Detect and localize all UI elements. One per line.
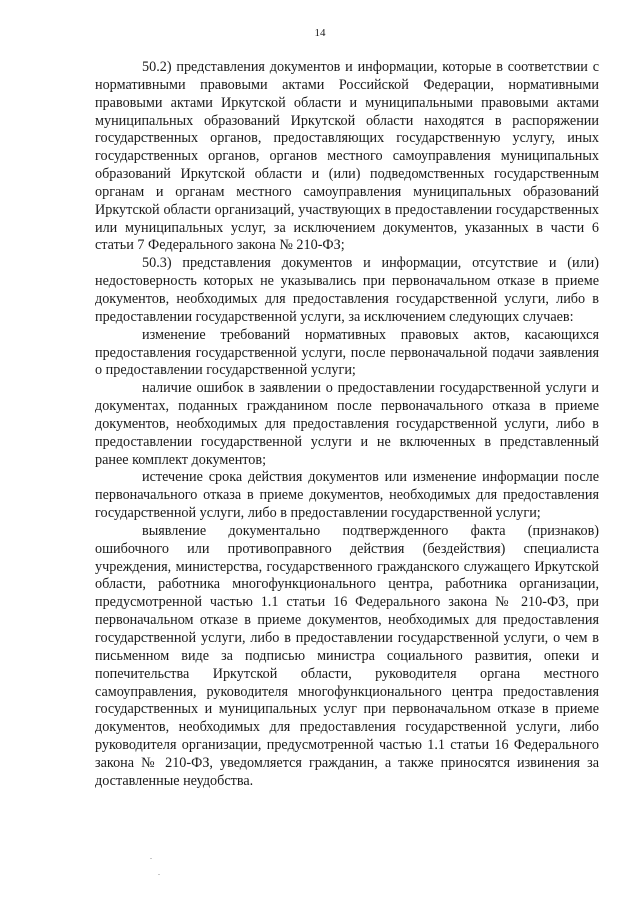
page-number: 14: [314, 27, 326, 39]
document-body: [95, 59, 599, 791]
scan-speck: [150, 858, 152, 859]
scan-speck: [158, 874, 160, 875]
exception-case-document-expiry: истечение срока действия документов или изменение информации после первоначального отказа в приеме документов, необходимых для предоставления государственной услуги, либо в предоставлении государственной услуги;: [95, 469, 599, 522]
exception-case-application-errors: наличие ошибок в заявлении о предоставлении государственной услуги и документах, поданных гражданином после первоначального отказа в приеме документов, необходимых для предоставления государственной услуги, либо в предоставлении государственной услуги и не включенных в представленный ранее комплект документов;: [95, 380, 599, 468]
paragraph-50-2: 50.2) представления документов и информации, которые в соответствии с нормативными правовыми актами Российской Федерации, нормативными правовыми актами Иркутской области и муниципальными правовыми актами муниципальных образований Иркутской области находятся в распоряжении государственных органов, предоставляющих государственную услугу, иных государственных органов, органов местного самоуправления муниципальных образований Иркутской области и (или) подведомственных государственным органам и органам местного самоуправления муниципальных образований Иркутской области организаций, участвующих в предоставлении государственных или муниципальных услуг, за исключением документов, указанных в части 6 статьи 7 Федерального закона № 210-ФЗ;: [95, 59, 599, 254]
exception-case-regulation-change: изменение требований нормативных правовых актов, касающихся предоставления государственной услуги, после первоначальной подачи заявления о предоставлении государственной услуги;: [95, 326, 599, 379]
paragraph-50-3: 50.3) представления документов и информации, отсутствие и (или) недостоверность которых не указывались при первоначальном отказе в приеме документов, необходимых для предоставления государственной услуги, либо в предоставлении государственной услуги, за исключением следующих случаев:: [95, 255, 599, 325]
exception-case-staff-error: выявление документально подтвержденного факта (признаков) ошибочного или противоправного действия (бездействия) специалиста учреждения, министерства, государственного гражданского служащего Иркутской области, работника многофункционального центра, работника организации, предусмотренной частью 1.1 статьи 16 Федерального закона № 210-ФЗ, при первоначальном отказе в приеме документов, необходимых для предоставления государственной услуги, либо в предоставлении государственной услуги, о чем в письменном виде за подписью министра социального развития, опеки и попечительства Иркутской области, руководителя органа местного самоуправления, руководителя многофункционального центра предоставления государственных и муниципальных услуг при первоначальном отказе в приеме документов, необходимых для предоставления государственной услуги, либо руководителя организации, предусмотренной частью 1.1 статьи 16 Федерального закона № 210-ФЗ, уведомляется гражданин, а также приносятся извинения за доставленные неудобства.: [95, 522, 599, 789]
